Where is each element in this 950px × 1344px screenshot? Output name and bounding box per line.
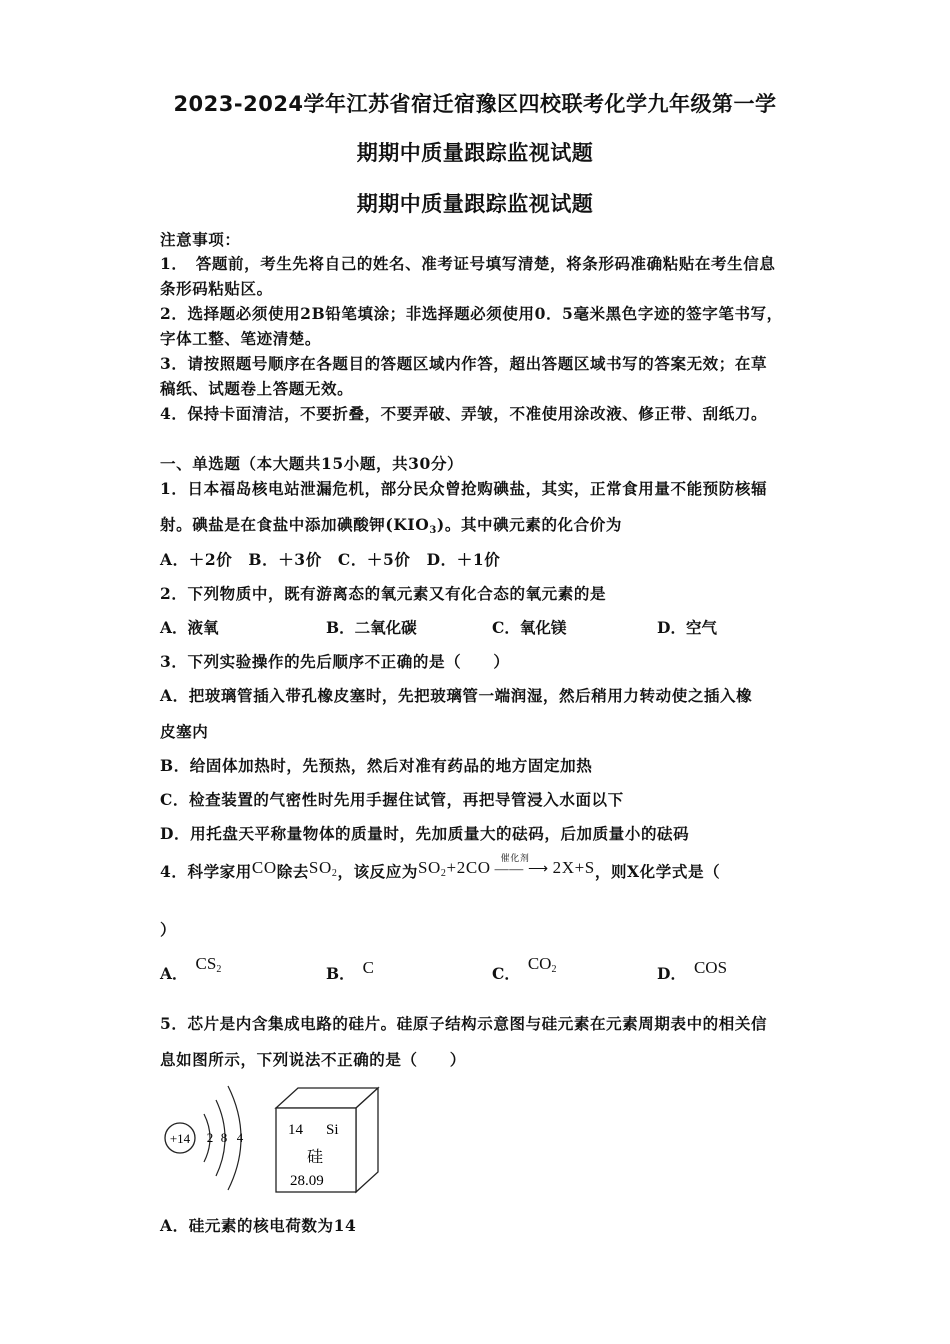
q2-option-d: D．空气 [657,618,717,637]
title-line-3: 期期中质量跟踪监视试题 [356,192,594,216]
q3-option-a-line-2: 皮塞内 [160,722,209,741]
q4-stem: 4．科学家用CO除去$SO_2$，该反应为$SO_2+2CO$ 催化剂 —— ⟶ 2X+S，则X化学式是（ [160,853,721,881]
q4-option-b: B． C [326,958,374,983]
q1-stem-line-1: 1．日本福岛核电站泄漏危机，部分民众曾抢购碘盐，其实，正常食用量不能预防核辐 [160,479,768,498]
q4-option-a: A．$CS_2$ [160,954,222,983]
shell-electrons-3: 4 [236,1130,244,1145]
q4-close-paren: ） [160,920,177,939]
q4-equation: $SO_2+2CO$ 催化剂 —— ⟶ 2X+S [417,853,595,879]
section-heading: 一、单选题（本大题共15小题，共30分） [160,454,464,473]
notice-line: 字体工整、笔迹清楚。 [160,329,322,348]
shell-electrons-2: 8 [220,1130,228,1145]
notice-line: 3．请按照题号顺序在各题目的答题区域内作答，超出答题区域书写的答案无效；在草 [160,354,768,373]
q3-option-d: D．用托盘天平称量物体的质量时，先加质量大的砝码，后加质量小的砝码 [160,824,690,843]
shell-electrons-1: 2 [206,1130,214,1145]
silicon-atom-diagram [158,1078,253,1196]
q3-stem: 3．下列实验操作的先后顺序不正确的是（ ） [160,652,510,671]
element-symbol: Si [326,1122,339,1138]
periodic-table-cell-si [272,1086,384,1196]
nucleus-charge: +14 [169,1131,191,1146]
q2-stem: 2．下列物质中，既有游离态的氧元素又有化合态的氧元素的是 [160,584,607,603]
notice-line: 条形码粘贴区。 [160,279,273,298]
q1-options: A．＋2价 B．＋3价 C．＋5价 D．＋1价 [160,550,501,569]
title-line-2: 期期中质量跟踪监视试题 [356,141,594,165]
notice-line: 稿纸、试题卷上答题无效。 [160,379,354,398]
q2-option-b: B．二氧化碳 [326,618,417,637]
q3-option-b: B．给固体加热时，先预热，然后对准有药品的地方固定加热 [160,756,593,775]
q1-stem-line-2: 射。碘盐是在食盐中添加碘酸钾$(KIO_3)$。其中碘元素的化合价为 [160,515,622,536]
reaction-arrow: —— ⟶ [494,862,549,877]
q4-option-d: D． COS [657,958,728,983]
atomic-mass: 28.09 [290,1173,324,1189]
q2-option-c: C．氧化镁 [492,618,567,637]
notice-heading: 注意事项： [160,230,241,249]
q4-option-c: C．$CO_2$ [492,954,557,983]
notice-line: 1． 答题前，考生先将自己的姓名、准考证号填写清楚，将条形码准确粘贴在考生信息 [160,254,776,273]
q5-stem-line-2: 息如图所示，下列说法不正确的是（ ） [160,1050,466,1069]
q5-option-a: A．硅元素的核电荷数为14 [160,1216,357,1235]
notice-line: 2．选择题必须使用2B铅笔填涂；非选择题必须使用0．5毫米黑色字迹的签字笔书写， [160,304,783,323]
element-name: 硅 [307,1149,324,1166]
atomic-number: 14 [288,1122,303,1138]
q3-option-c: C．检查装置的气密性时先用手握住试管，再把导管浸入水面以下 [160,790,624,809]
q5-stem-line-1: 5．芯片是内含集成电路的硅片。硅原子结构示意图与硅元素在元素周期表中的相关信 [160,1014,768,1033]
notice-line: 4．保持卡面清洁，不要折叠，不要弄破、弄皱，不准使用涂改液、修正带、刮纸刀。 [160,404,768,423]
q3-option-a-line-1: A．把玻璃管插入带孔橡皮塞时，先把玻璃管一端润湿，然后稍用力转动使之插入橡 [160,686,753,705]
q2-option-a: A．液氧 [160,618,219,637]
catalyst-label: 催化剂 [500,853,530,863]
title-line-1: 2023-2024学年江苏省宿迁宿豫区四校联考化学九年级第一学 [173,92,777,116]
